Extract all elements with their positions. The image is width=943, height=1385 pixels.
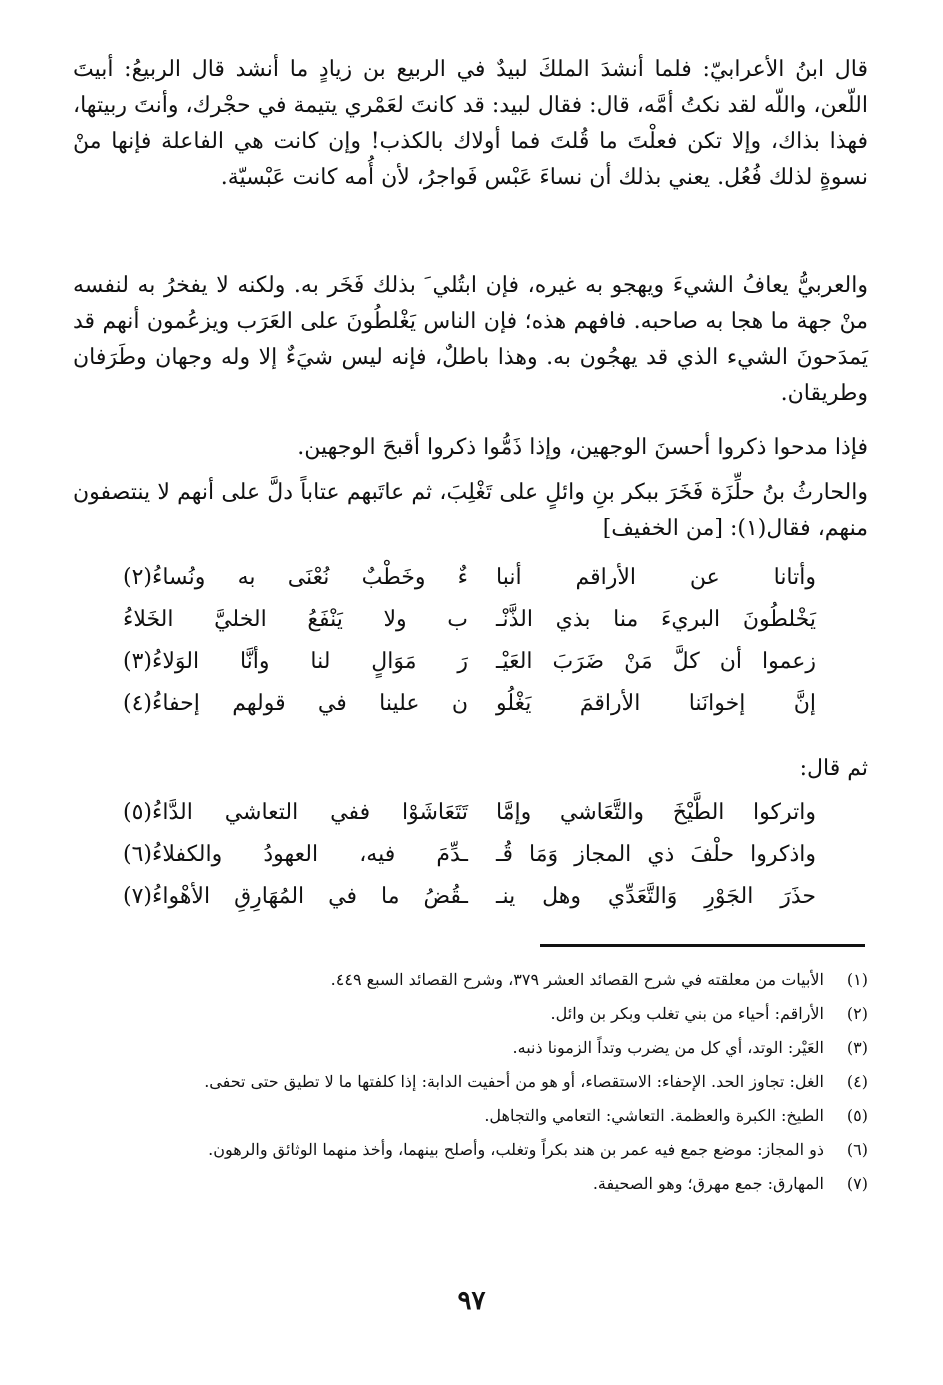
verse-line (73, 607, 868, 649)
verse-second-hemistich: ن علينا في قولهم إحفاءُ(٤) (123, 691, 468, 716)
footnote-text: الغل: تجاوز الحد. الإحفاء: الاستقصاء، أو هو من أحفيت الدابة: إذا كلفتها ما لا تطيق حتى تحفى. (204, 1072, 824, 1091)
footnote-number: (٣) (846, 1038, 868, 1057)
poem-verses-second (73, 800, 868, 926)
verse-first-hemistich: زعموا أن كلَّ مَنْ ضَرَبَ العَيْـ (496, 649, 816, 674)
verse-second-hemistich: رَ مَوَالٍ لنا وأنَّا الوَلاءُ(٣) (123, 649, 468, 674)
footnote-text: العَيْر: الوتد، أي كل من يضرب وتداً الزمونا ذنبه. (512, 1038, 824, 1057)
footnote (73, 1033, 868, 1063)
paragraph-4: والحارثُ بنُ حلِّزَة فَخَرَ ببكر بنِ وائلٍ على تَغْلِبَ، ثم عاتَبهم عتاباً دلَّ على أنهم لا ينتصفون منهم، فقال(١): [من الخفيف] (73, 480, 868, 541)
verse-second-hemistich: ـدِّمَ فيه، العهودُ والكفلاءُ(٦) (123, 842, 468, 867)
footnote-separator (540, 944, 865, 947)
footnote-text: ذو المجاز: موضع جمع فيه عمر بن هند بكراً وتغلب، وأصلح بينهما، وأخذ منهما الوثائق والرهون. (208, 1140, 824, 1159)
paragraph-2: والعربيُّ يعافُ الشيءَ ويهجو به غيره، فإن ابتُلي َ بذلك فَخَر به. ولكنه لا يفخرُ به لنفسه منْ جهة ما هجا به صاحبه. فافهم هذه؛ فإن الناس يَغْلطُونَ على العَرَب ويزعُمون أنهم قد يَمدَحونَ الشيء الذي قد يهجُون به. وهذا باطلٌ، فإنه ليس شيَءٌ إلا وله وجهان وطَرَفان وطريقان. (73, 273, 868, 406)
poem-verses-first (73, 565, 868, 733)
footnote (73, 1101, 868, 1131)
footnote (73, 1067, 868, 1097)
verse-line (73, 800, 868, 842)
verse-first-hemistich: يَخْلطُونَ البريءَ منا بذي الذَّنْـ (496, 607, 816, 632)
verse-first-hemistich: واتركوا الطَّيْخَ والتَّعَاشي وإمَّا (496, 800, 816, 825)
footnote-number: (٢) (846, 1004, 868, 1023)
verse-first-hemistich: إنَّ إخوانَنا الأراقمَ يَغْلُو (496, 691, 816, 716)
footnote-number: (١) (846, 970, 868, 989)
footnote (73, 1135, 868, 1165)
verse-first-hemistich: واذكروا حلْفَ ذي المجاز وَمَا قُـ (496, 842, 816, 867)
verse-line (73, 691, 868, 733)
paragraph-1: قال ابنُ الأعرابيّ: فلما أنشدَ الملكَ لبيدٌ في الربيع بن زيادٍ ما أنشد قال الربيعُ: أبيتَ اللّعن، واللّه لقد نكتُ أمَّه، قال: فقال لبيد: قد كانتَ لعَمْري يتيمة في حجْرك، وأنتَ ربيتها، فهذا بذاك، وإلا تكن فعلْتَ ما قُلتَ فما أولاك بالكذب! وإن كانت هي الفاعلة فإنها منْ نسوةٍ لذلك فُعُل. يعني بذلك أن نساءَ عَبْس فَواجرُ، لأن أُمه كانت عَبْسيّة. (73, 57, 868, 190)
footnote-text: الأبيات من معلقته في شرح القصائد العشر ٣٧٩، وشرح القصائد السبع ٤٤٩. (330, 970, 824, 989)
footnote (73, 1169, 868, 1199)
footnote-text: المهارق: جمع مهرق؛ وهو الصحيفة. (592, 1174, 824, 1193)
footnote (73, 965, 868, 995)
verse-cue: ثم قال: (799, 756, 868, 781)
verse-second-hemistich: ـقُضُ ما في المُهَارِقِ الأهْواءُ(٧) (123, 884, 468, 909)
verse-second-hemistich: ب ولا يَنْفَعُ الخليَّ الخَلاءُ (123, 607, 468, 632)
verse-line (73, 842, 868, 884)
verse-first-hemistich: وأتانا عن الأراقم أنبا (496, 565, 816, 590)
footnote-text: الأراقم: أحياء من بني تغلب وبكر بن وائل. (550, 1004, 824, 1023)
verse-second-hemistich: ءٌ وخَطْبٌ نُعْنَى به ونُساءُ(٢) (123, 565, 468, 590)
footnote-number: (٦) (846, 1140, 868, 1159)
verse-line (73, 649, 868, 691)
footnote-number: (٥) (846, 1106, 868, 1125)
page-number: ٩٧ (457, 1286, 486, 1316)
verse-first-hemistich: حذَرَ الجَوْرِ وَالتَّعَدِّي وهل ينـ (496, 884, 816, 909)
verse-line (73, 884, 868, 926)
footnotes (73, 965, 868, 1203)
verse-line (73, 565, 868, 607)
paragraph-3: فإذا مدحوا ذكروا أحسنَ الوجهين، وإذا ذَمُّوا ذكروا أقبحَ الوجهين. (297, 435, 868, 460)
footnote-number: (٤) (846, 1072, 868, 1091)
footnote-text: الطيخ: الكبرة والعظمة. التعاشي: التعامي والتجاهل. (484, 1106, 824, 1125)
verse-second-hemistich: تَتَعَاشَوْا ففي التعاشي الدَّاءُ(٥) (123, 800, 468, 825)
footnote-number: (٧) (846, 1174, 868, 1193)
footnote (73, 999, 868, 1029)
